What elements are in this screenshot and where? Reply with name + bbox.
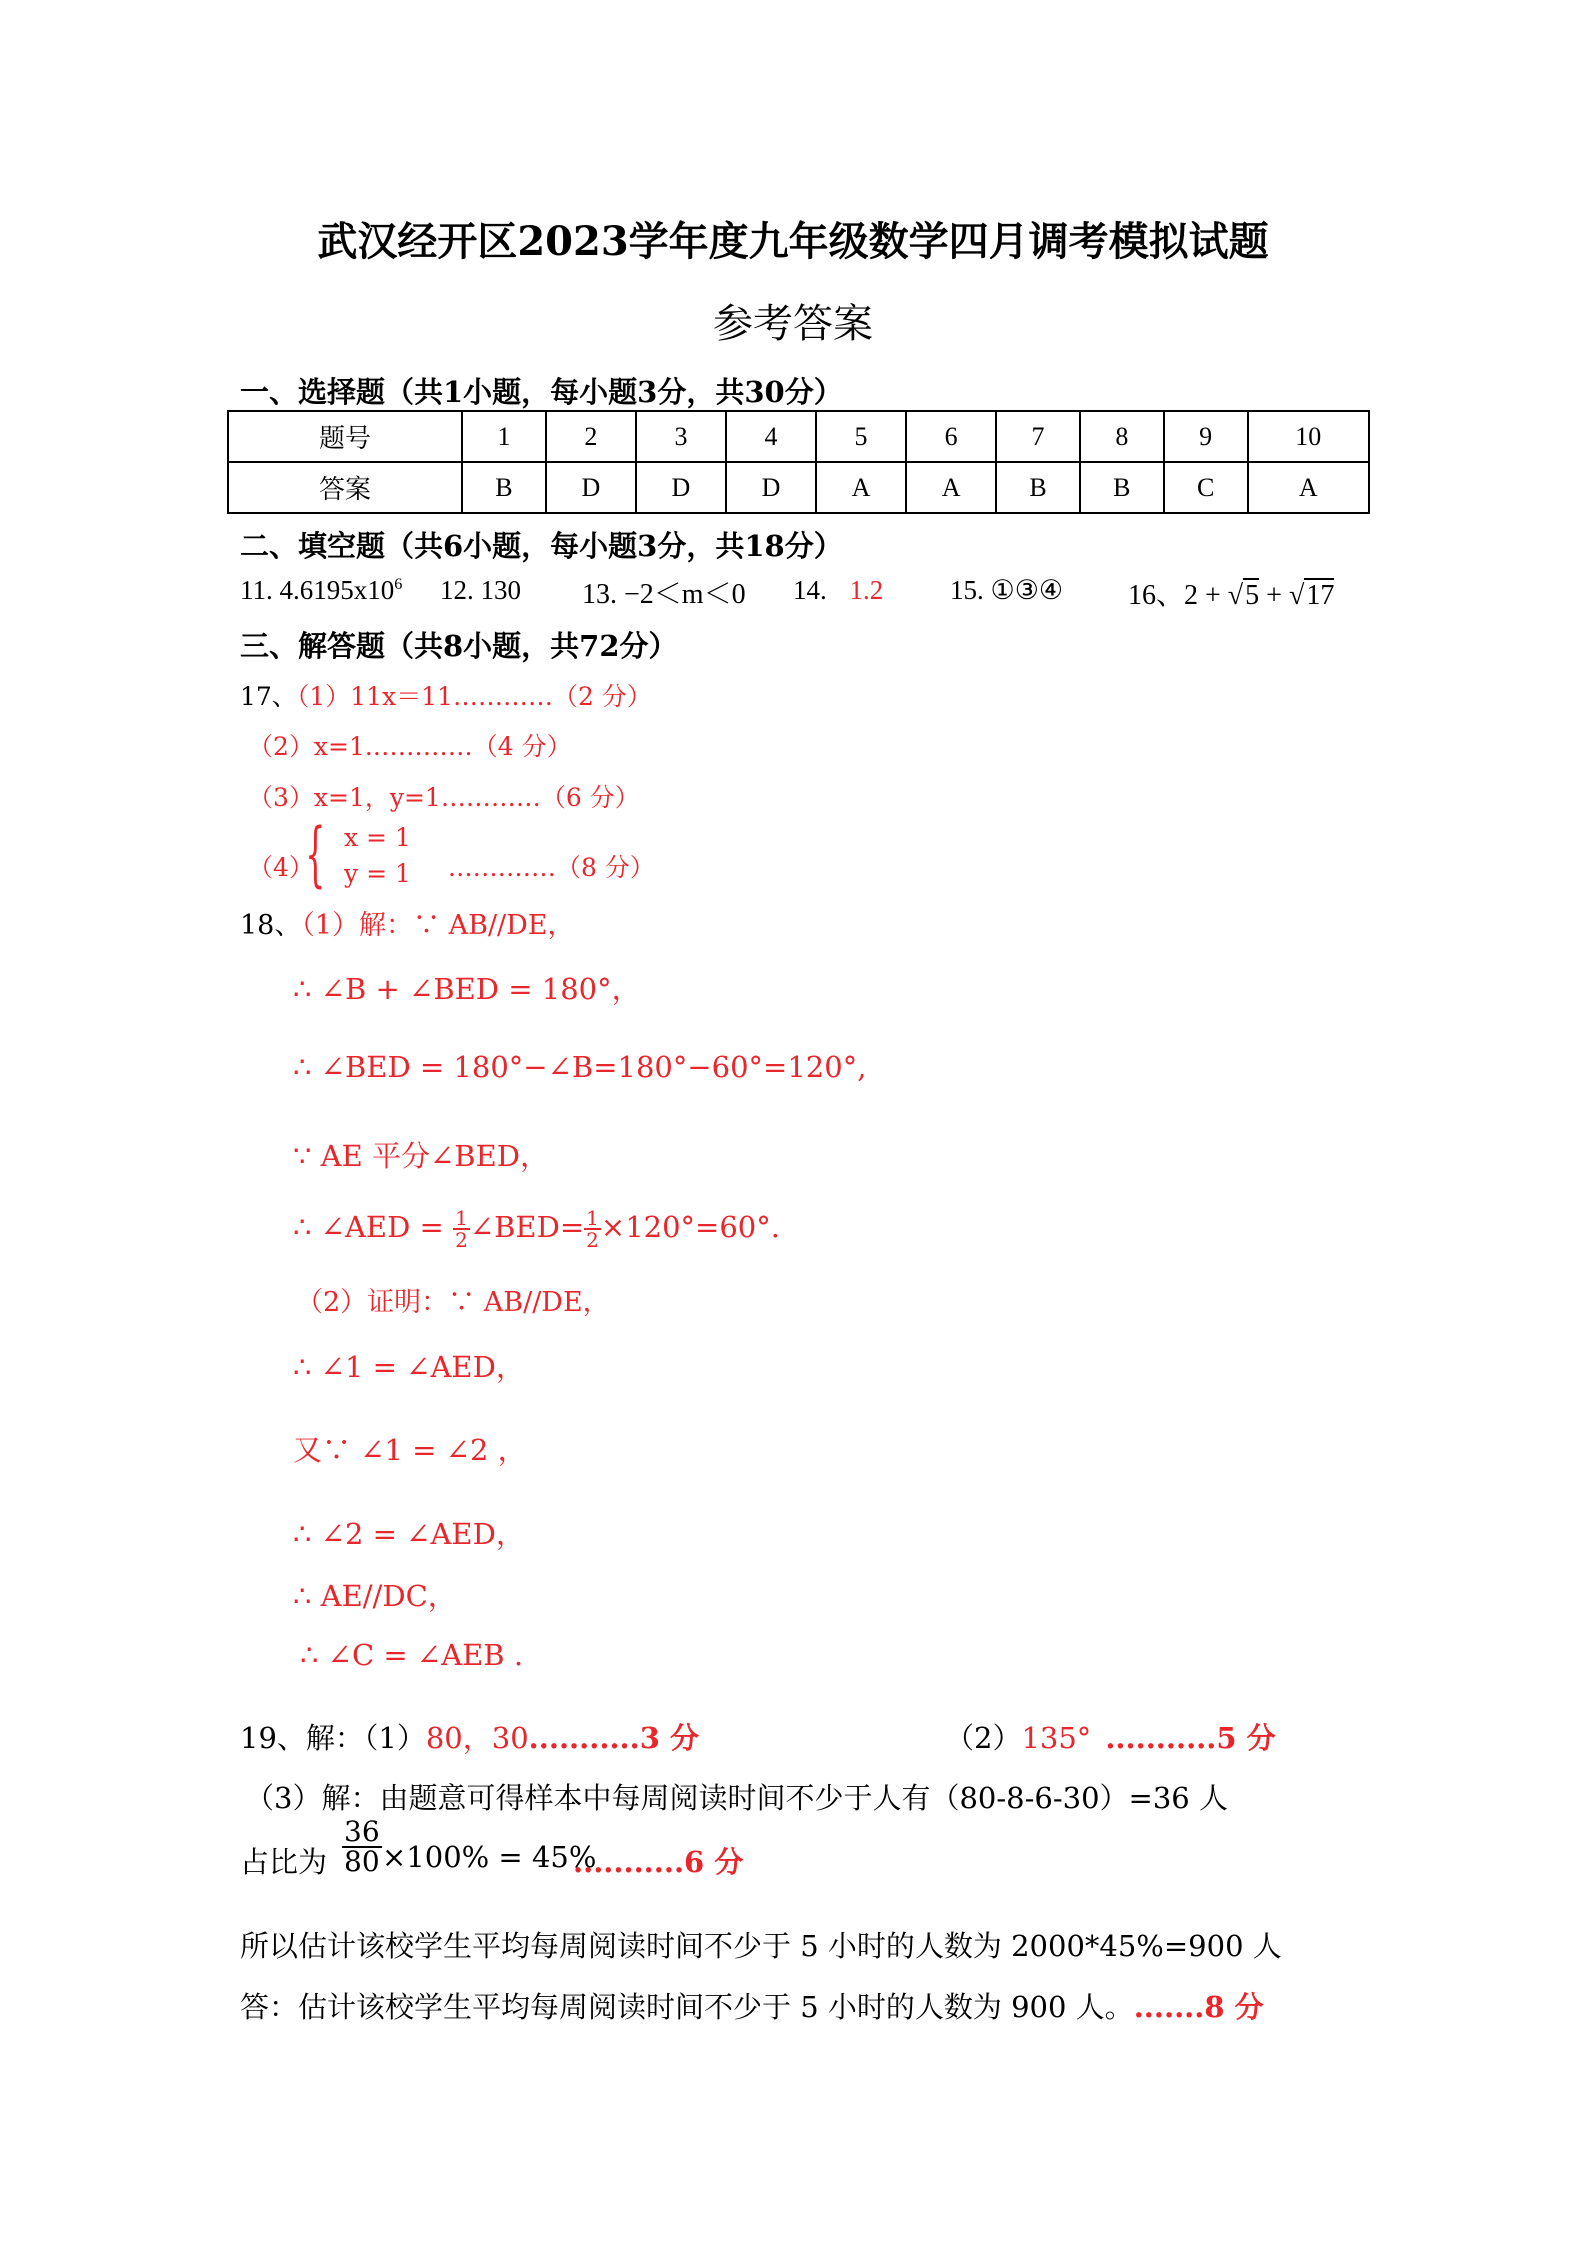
q18-step-5 — [293, 1208, 780, 1250]
table-cell: D — [726, 462, 816, 513]
table-cell: D — [636, 462, 726, 513]
q19-part3-estimate: 所以估计该校学生平均每周阅读时间不少于 5 小时的人数为 2000*45%=900 人 — [240, 1929, 1282, 1963]
q19-part2-answer: 135° — [1021, 1721, 1092, 1755]
fill-answers-row — [240, 575, 402, 606]
q16-answer: 16、2 + √5 + √17 — [1128, 580, 1335, 611]
q18-label: 18、 — [240, 910, 302, 941]
q19-part2 — [945, 1716, 1276, 1757]
brace-icon: { — [305, 813, 326, 895]
q17-step-2: （2）x=1.…………（4 分） — [248, 732, 572, 761]
q18-step-2: ∴ ∠B + ∠BED = 180°， — [293, 972, 641, 1006]
table-cell: A — [906, 462, 996, 513]
fraction-half — [584, 1208, 601, 1250]
table-cell: 2 — [546, 411, 636, 462]
table-cell: 5 — [816, 411, 906, 462]
table-cell: 3 — [636, 411, 726, 462]
table-row — [228, 411, 1369, 462]
q19-part1-score: ...........3 分 — [528, 1721, 700, 1755]
q17-step-3: （3）x=1，y=1…………（6 分） — [248, 783, 640, 812]
table-cell: 1 — [462, 411, 546, 462]
q18-step-4: ∵ AE 平分∠BED， — [293, 1139, 550, 1173]
q19-ratio-expression: ×100% = 45% — [382, 1840, 597, 1874]
q18-step-1: （1）解：∵ AB//DE， — [301, 910, 575, 941]
fraction-numerator: 1 — [455, 1206, 468, 1230]
fraction-denominator: 2 — [586, 1228, 599, 1252]
fraction-denominator: 2 — [455, 1228, 468, 1252]
table-cell: D — [546, 462, 636, 513]
table-row — [228, 462, 1369, 513]
q17-step-1: （1）11x＝11…………（2 分） — [296, 682, 652, 711]
q13-answer: 13. −2＜m＜0 — [582, 579, 746, 610]
q14-label: 14. — [793, 575, 827, 605]
section-2-heading: 二、填空题（共6小题，每小题3分，共18分） — [240, 529, 843, 563]
q11-answer: 11. 4.6195x10 — [240, 575, 395, 605]
fraction-denominator: 80 — [344, 1845, 380, 1878]
table-cell: 10 — [1248, 411, 1369, 462]
q17-step-4-score: .…………（8 分） — [448, 853, 655, 882]
q18-step-11: ∴ ∠C = ∠AEB . — [300, 1638, 524, 1672]
table-cell: 8 — [1080, 411, 1164, 462]
q15-answer: 15. ①③④ — [950, 575, 1064, 605]
q17-step-4-label: （4） — [248, 853, 314, 882]
table-cell: B — [1080, 462, 1164, 513]
q19-answer-text: 答：估计该校学生平均每周阅读时间不少于 5 小时的人数为 900 人。 — [240, 1990, 1134, 2024]
table-cell: A — [1248, 462, 1369, 513]
q18-step-9: ∴ ∠2 = ∠AED， — [293, 1517, 525, 1551]
q18-step-7: ∴ ∠1 = ∠AED， — [293, 1350, 525, 1384]
q12-answer: 12. 130 — [440, 575, 521, 605]
q19-ratio-prefix: 占比为 — [240, 1845, 328, 1879]
q18-line-1 — [240, 903, 575, 942]
q11-exponent: 6 — [394, 575, 403, 593]
table-cell: B — [462, 462, 546, 513]
q18-step-6: （2）证明：∵ AB//DE， — [296, 1287, 610, 1318]
page-title: 武汉经开区2023学年度九年级数学四月调考模拟试题 — [317, 218, 1269, 265]
q19-part1-answer: 80，30 — [425, 1721, 529, 1755]
table-cell: 题号 — [228, 411, 462, 462]
q19-line-1 — [240, 1716, 699, 1757]
page-subtitle: 参考答案 — [713, 301, 873, 347]
q18-step-3: ∴ ∠BED = 180°−∠B=180°−60°=120°, — [293, 1050, 867, 1084]
q19-label: 19、解：（1） — [240, 1721, 426, 1755]
q17-system-x: x = 1 — [344, 823, 411, 852]
q18-step-5-b: ∠BED= — [469, 1210, 585, 1244]
q18-step-10: ∴ AE//DC， — [293, 1579, 457, 1613]
answer-table — [227, 410, 1370, 514]
q19-part3-intro: （3）解：由题意可得样本中每周阅读时间不少于人有（80-8-6-30）=36 人 — [245, 1781, 1228, 1815]
q19-part2-score: ...........5 分 — [1105, 1721, 1276, 1755]
q14-answer — [793, 575, 883, 606]
table-cell: 答案 — [228, 462, 462, 513]
q19-part3-answer — [240, 1985, 1264, 2026]
q19-answer-score: .......8 分 — [1133, 1990, 1264, 2024]
section-1-heading: 一、选择题（共1小题，每小题3分，共30分） — [240, 375, 843, 409]
table-cell: 6 — [906, 411, 996, 462]
q16-radicand-2: 17 — [1306, 580, 1335, 611]
fraction-numerator: 36 — [344, 1815, 380, 1848]
q16-prefix: 16、2 + — [1128, 580, 1228, 611]
fraction-36-80 — [342, 1815, 382, 1878]
table-cell: 9 — [1164, 411, 1248, 462]
q19-part3-score: ...........6 分 — [573, 1845, 744, 1879]
table-cell: B — [996, 462, 1080, 513]
q14-value: 1.2 — [849, 575, 884, 605]
fraction-half — [453, 1208, 470, 1250]
q17-line-1 — [240, 677, 652, 713]
q17-system-y: y = 1 — [344, 859, 411, 888]
table-cell: 4 — [726, 411, 816, 462]
q18-step-5-a: ∴ ∠AED = — [293, 1210, 454, 1244]
q16-plus: + — [1259, 580, 1289, 611]
q18-step-8: 又∵ ∠1 = ∠2 ， — [293, 1433, 527, 1467]
q19-part2-label: （2） — [945, 1721, 1022, 1755]
fraction-numerator: 1 — [586, 1206, 599, 1230]
section-3-heading: 三、解答题（共8小题，共72分） — [240, 629, 678, 663]
table-cell: C — [1164, 462, 1248, 513]
table-cell: A — [816, 462, 906, 513]
q17-label: 17、 — [240, 682, 297, 711]
q16-radicand-1: 5 — [1245, 580, 1260, 611]
q18-step-5-c: ×120°=60°. — [600, 1210, 780, 1244]
table-cell: 7 — [996, 411, 1080, 462]
